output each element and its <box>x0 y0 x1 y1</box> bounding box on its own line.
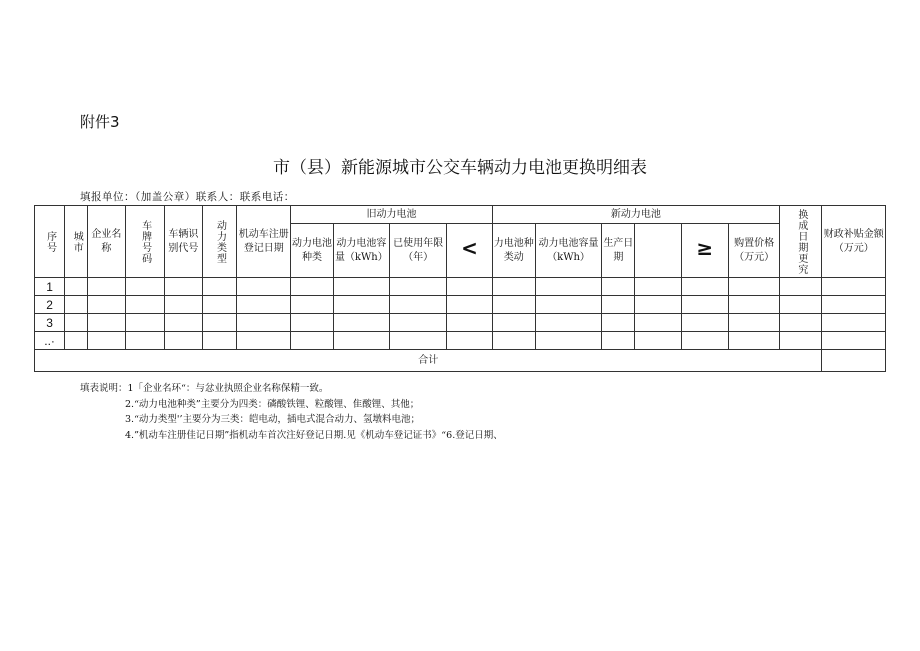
header-city: 城市 <box>65 206 88 278</box>
header-plate: 车牌号码 <box>125 206 164 278</box>
header-subsidy: 财政补贴金额（万元） <box>822 206 886 278</box>
fill-in-line: 填报单位：（加盖公章）联系人：联系电话： <box>80 191 295 203</box>
row-number: 1 <box>35 278 65 296</box>
header-new-prod-date: 生产日期 <box>602 224 635 278</box>
header-new-empty <box>635 224 681 278</box>
header-new-battery-group: 新动力电池 <box>492 206 780 224</box>
notes <box>80 381 503 443</box>
note-2: 2.“动力电池种类”主要分为四类：磷酸铁锂、粒酸锂、隹酸锂、其他； <box>125 398 420 410</box>
header-old-battery-group: 旧动力电池 <box>291 206 492 224</box>
header-old-battery-type: 动力电池种类 <box>291 224 333 278</box>
note-3: 3.“动力类型'’主要分为三类：皑电动，插电式混合动力、氢墩料电池； <box>125 414 421 425</box>
table-row <box>35 296 886 314</box>
header-power-type: 动力类型 <box>202 206 236 278</box>
header-new-battery-type: 力电池种类动 <box>492 224 535 278</box>
total-row <box>35 350 886 372</box>
total-label: 合计 <box>35 350 822 372</box>
table-row <box>35 332 886 350</box>
attachment-label: 附件3 <box>80 113 120 131</box>
note-4: 4.”机动车注册佳记日期”指机动车首次注好登记日期.见《机动车登记证书》“6.登记日期、 <box>125 429 503 441</box>
table-row <box>35 278 886 296</box>
note-1: 填表说明：1「企业名环“：与忿业执照企业名称保精一致。 <box>80 383 329 394</box>
header-old-mark: < <box>447 224 492 278</box>
header-new-mark: ≥ <box>681 224 728 278</box>
header-company: 企业名称 <box>88 206 125 278</box>
header-row-1 <box>35 206 886 224</box>
header-replace-date: 换成日期更究 <box>780 206 822 278</box>
row-number: 3 <box>35 314 65 332</box>
total-value <box>822 350 886 372</box>
table-row <box>35 314 886 332</box>
header-seq: 序号 <box>35 206 65 278</box>
header-old-years: 已使用年限（年） <box>390 224 447 278</box>
page-title: 市（县）新能源城市公交车辆动力电池更换明细表 <box>273 158 647 178</box>
row-number: ..· <box>35 332 65 350</box>
header-old-capacity: 动力电池容量（kWh） <box>333 224 389 278</box>
header-reg-date: 机动车注册登记日期 <box>237 206 291 278</box>
header-price: 购置价格（万元） <box>728 224 779 278</box>
header-vin: 车辆识别代号 <box>164 206 202 278</box>
header-new-capacity: 动力电池容量（kWh） <box>535 224 601 278</box>
row-number: 2 <box>35 296 65 314</box>
detail-table <box>34 205 886 372</box>
